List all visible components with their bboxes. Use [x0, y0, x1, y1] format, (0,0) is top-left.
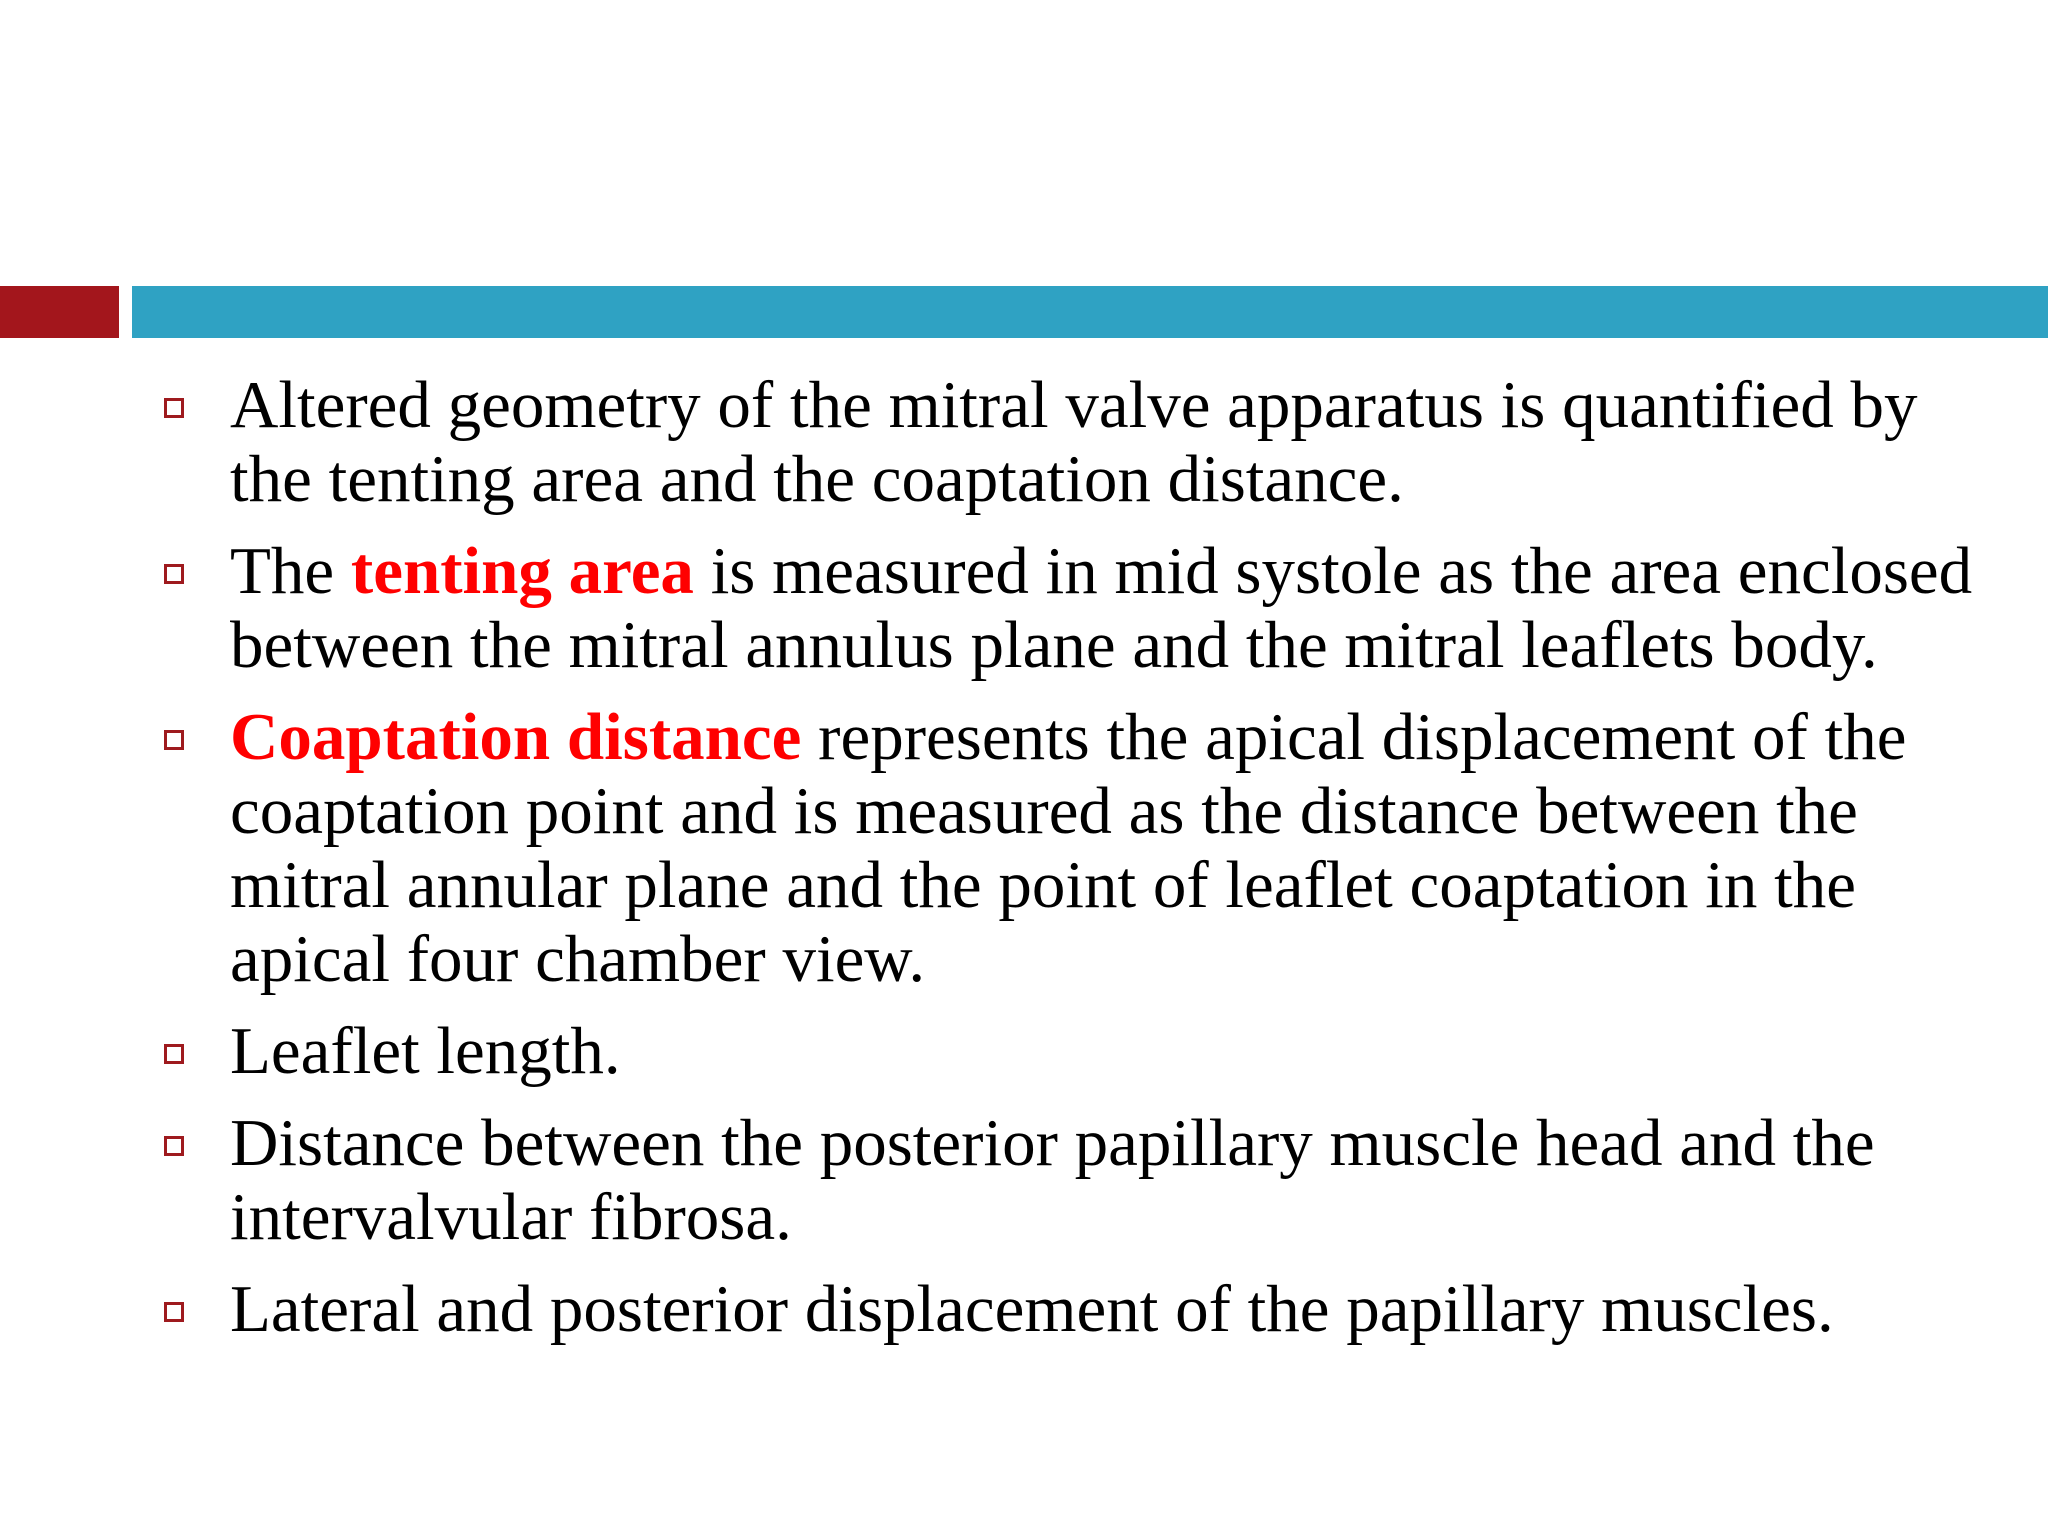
bullet-item-1 [0, 368, 2048, 516]
hollow-square-bullet-icon [164, 1044, 184, 1064]
hollow-square-bullet-icon [164, 398, 184, 418]
hollow-square-bullet-icon [164, 564, 184, 584]
bullet-text-1-seg-1: Altered geometry of the mitral valve apparatus is quantified by the tenting area and the coaptation distance. [230, 368, 1918, 516]
bullet-item-6 [0, 1272, 2048, 1346]
bullet-item-2 [0, 534, 2048, 682]
term-tenting-area: tenting area [350, 534, 694, 608]
bullet-text-4-seg-1: Leaflet length. [230, 1014, 621, 1088]
bullet-list [0, 368, 2048, 1364]
bullet-text-2-seg-1: The [230, 534, 351, 608]
hollow-square-bullet-icon [164, 730, 184, 750]
header-accent-bar-blue [132, 286, 2048, 338]
hollow-square-bullet-icon [164, 1302, 184, 1322]
bullet-item-3 [0, 700, 2048, 996]
bullet-text-6-seg-1: Lateral and posterior displacement of the papillary muscles. [230, 1272, 1834, 1346]
bullet-text-3-seg-2: represents the apical displacement of the coaptation point and is measured as the distance between the mitral annular plane and the point of leaflet coaptation in the apical four chamber view. [230, 700, 1907, 996]
bullet-text-5-seg-1: Distance between the posterior papillary muscle head and the intervalvular fibrosa. [230, 1106, 1875, 1254]
bullet-text-2-seg-3: is measured in mid systole as the area enclosed between the mitral annulus plane and the mitral leaflets body. [230, 534, 1973, 682]
term-coaptation-distance: Coaptation distance [230, 700, 802, 774]
hollow-square-bullet-icon [164, 1136, 184, 1156]
bullet-item-4 [0, 1014, 2048, 1088]
header-accent-bar-red [0, 286, 119, 338]
bullet-item-5 [0, 1106, 2048, 1254]
